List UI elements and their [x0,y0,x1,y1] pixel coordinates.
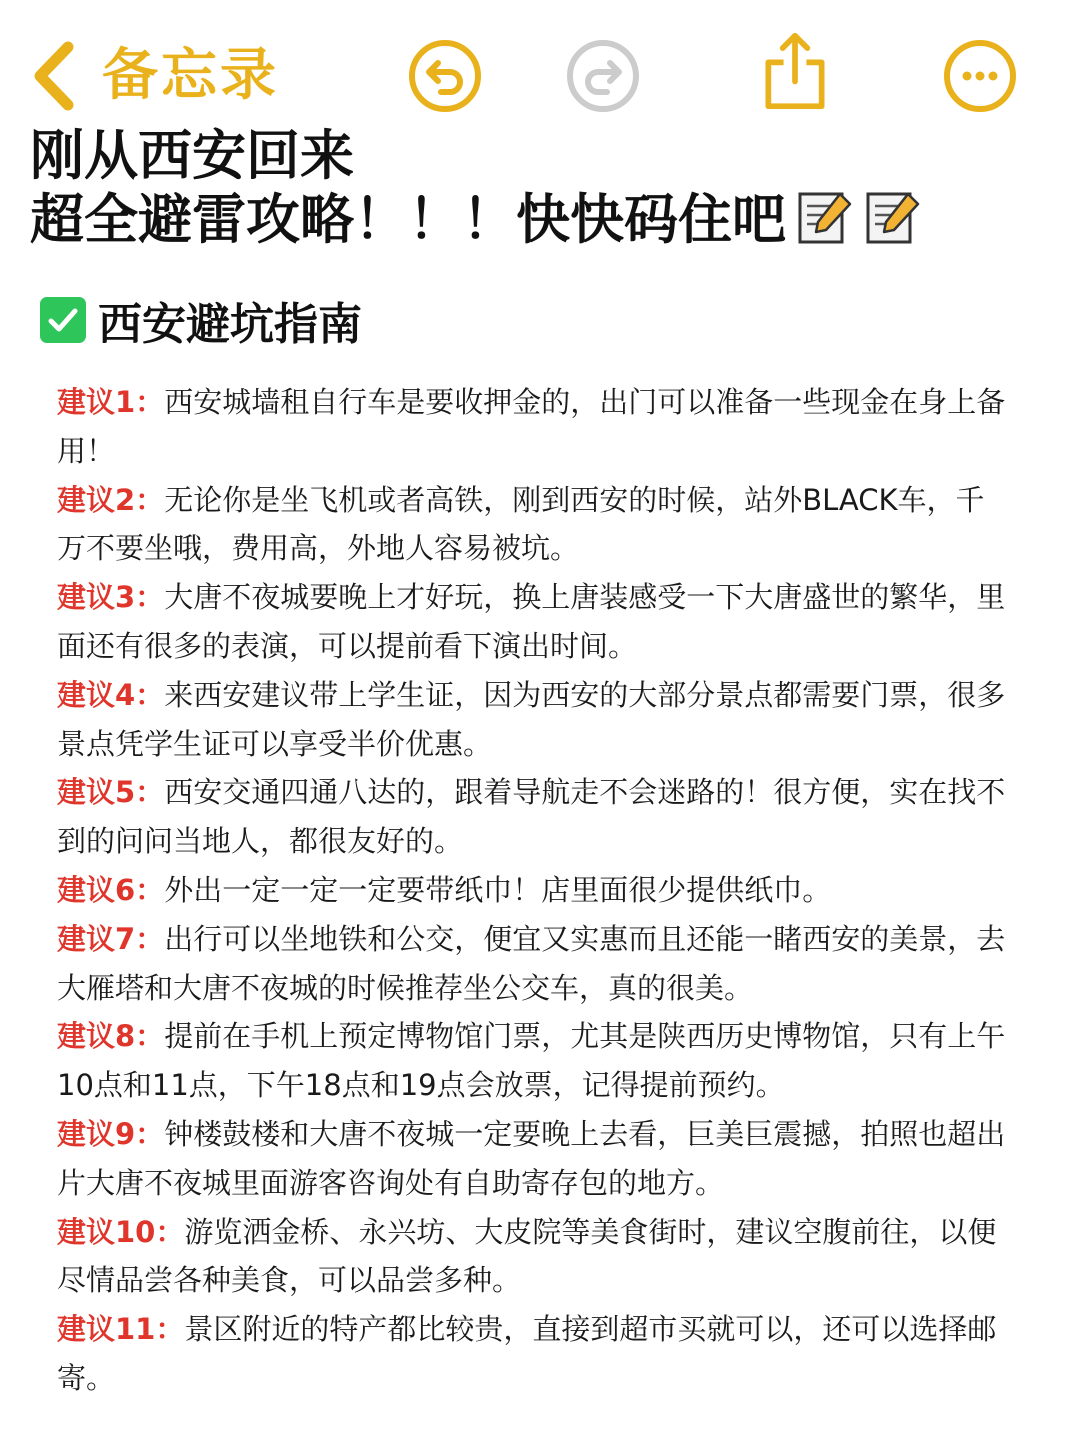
back-button[interactable] [30,34,279,118]
tip-label: 建议3： [57,580,165,615]
tip-label: 建议8： [57,1019,165,1054]
section-heading-text: 西安避坑指南 [98,299,362,350]
section-heading [40,290,362,350]
title-line-1: 刚从西安回来 [30,124,354,187]
list-item [57,1208,1007,1306]
tip-text: 无论你是坐飞机或者高铁，刚到西安的时候，站外BLACK车，千万不要坐哦，费用高，外地人容易被坑。 [57,482,985,566]
more-button[interactable] [940,36,1020,116]
tip-text: 景区附近的特产都比较贵，直接到超市买就可以，还可以选择邮寄。 [57,1312,997,1395]
tip-label: 建议9： [57,1116,165,1151]
checkmark-box-icon [40,297,86,343]
tip-text: 来西安建议带上学生证，因为西安的大部分景点都需要门票，很多景点凭学生证可以享受半价优惠。 [57,677,1006,761]
tip-label: 建议5： [57,775,165,810]
tip-text: 外出一定一定一定要带纸巾！店里面很少提供纸巾。 [164,872,832,907]
tip-text: 出行可以坐地铁和公交，便宜又实惠而且还能一睹西安的美景，去大雁塔和大唐不夜城的时候推荐坐公交车，真的很美。 [57,921,1006,1005]
tip-label: 建议10： [57,1214,185,1249]
tip-text: 西安城墙租自行车是要收押金的，出门可以准备一些现金在身上备用！ [57,385,1006,468]
list-item [57,1012,1007,1110]
navigation-bar [0,30,1080,122]
more-icon [940,36,1020,116]
title-line-2 [30,188,1050,252]
chevron-left-icon [30,41,76,111]
tip-label: 建议2： [57,482,165,517]
tip-label: 建议11： [57,1312,185,1347]
list-item [57,1110,1007,1208]
tip-label: 建议6： [57,872,165,907]
tip-label: 建议1： [57,385,165,419]
undo-icon [405,36,485,116]
redo-icon [563,36,643,116]
list-item [57,378,1007,476]
tip-text: 游览洒金桥、永兴坊、大皮院等美食街时，建议空腹前往，以便尽情品尝各种美食，可以品尝多种。 [57,1214,997,1298]
redo-button[interactable] [563,36,643,116]
tip-text: 钟楼鼓楼和大唐不夜城一定要晚上去看，巨美巨震撼，拍照也超出片大唐不夜城里面游客咨询处有自助寄存包的地方。 [57,1116,1006,1200]
tip-text: 提前在手机上预定博物馆门票，尤其是陕西历史博物馆，只有上午10点和11点，下午18点和19点会放票，记得提前预约。 [57,1019,1006,1103]
tip-label: 建议7： [57,921,165,956]
list-item [57,866,1007,915]
memo-icon [796,188,854,246]
tips-list [57,378,1007,1403]
tip-text: 西安交通四通八达的，跟着导航走不会迷路的！很方便，实在找不到的问问当地人，都很友好的。 [57,775,1006,859]
tip-label: 建议4： [57,677,165,712]
list-item [57,476,1007,574]
list-item [57,915,1007,1013]
share-button[interactable] [755,30,835,110]
list-item [57,573,1007,671]
list-item [57,768,1007,866]
share-icon [755,30,835,110]
memo-icon [864,188,922,246]
note-title [30,124,1050,252]
undo-button[interactable] [405,36,485,116]
tip-text: 大唐不夜城要晚上才好玩，换上唐装感受一下大唐盛世的繁华，里面还有很多的表演，可以提前看下演出时间。 [57,580,1006,663]
back-label: 备忘录 [102,43,279,108]
list-item [57,1305,1007,1403]
title-line-2-text: 超全避雷攻略！！！快快码住吧 [30,188,786,251]
list-item [57,671,1007,769]
